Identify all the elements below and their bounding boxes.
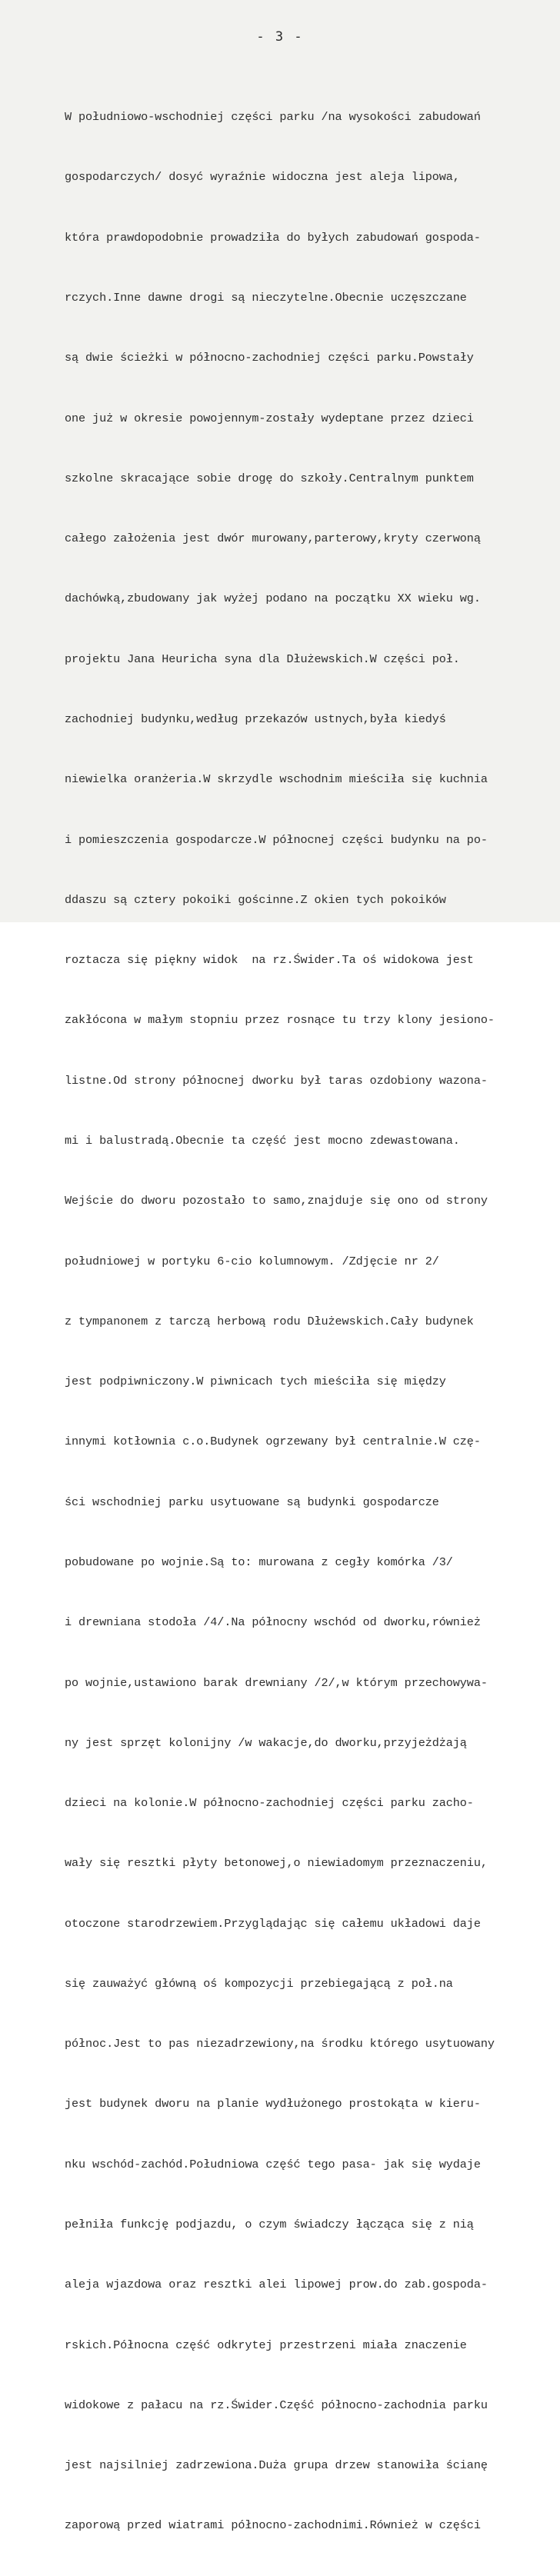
text-line: widokowe z pałacu na rz.Świder.Część północno-zachodnia parku <box>65 2398 488 2412</box>
text-line: się zauważyć główną oś kompozycji przebiegającą z poł.na <box>65 1976 453 1991</box>
text-line: W południowo-wschodniej części parku /na wysokości zabudowań <box>65 110 481 125</box>
text-line: projektu Jana Heuricha syna dla Dłużewskich.W części poł. <box>65 651 460 666</box>
text-line: rskich.Północna część odkrytej przestrzeni miała znaczenie <box>65 2338 467 2352</box>
text-line: ny jest sprzęt kolonijny /w wakacje,do dworku,przyjeżdżają <box>65 1735 467 1750</box>
text-line: niewielka oranżeria.W skrzydle wschodnim mieściła się kuchnia <box>65 772 488 787</box>
text-line: jest najsilniej zadrzewiona.Duża grupa drzew stanowiła ścianę <box>65 2458 488 2473</box>
text-line: nku wschód-zachód.Południowa część tego pasa- jak się wydaje <box>65 2157 481 2171</box>
text-line: roztacza się piękny widok na rz.Świder.Ta oś widokowa jest <box>65 953 474 968</box>
text-line: rczych.Inne dawne drogi są nieczytelne.Obecnie uczęszczane <box>65 291 467 305</box>
text-line: jest podpiwniczony.W piwnicach tych mieściła się między <box>65 1375 446 1389</box>
text-line: listne.Od strony północnej dworku był taras ozdobiony wazona- <box>65 1073 488 1088</box>
text-line: Wejście do dworu pozostało to samo,znajduje się ono od strony <box>65 1194 488 1208</box>
text-line: całego założenia jest dwór murowany,parterowy,kryty czerwoną <box>65 532 481 546</box>
text-line: mi i balustradą.Obecnie ta część jest mocno zdewastowana. <box>65 1133 460 1148</box>
text-line: pełniła funkcję podjazdu, o czym świadczy łącząca się z nią <box>65 2218 474 2232</box>
text-line: zakłócona w małym stopniu przez rosnące tu trzy klony jesiono- <box>65 1013 495 1028</box>
text-line: otoczone starodrzewiem.Przyglądając się całemu układowi daje <box>65 1916 481 1931</box>
text-line: wały się resztki płyty betonowej,o niewiadomym przeznaczeniu, <box>65 1856 488 1871</box>
text-line: ści wschodniej parku usytuowane są budynki gospodarcze <box>65 1495 439 1509</box>
text-line: z tympanonem z tarczą herbową rodu Dłużewskich.Cały budynek <box>65 1314 474 1328</box>
text-line: są dwie ścieżki w północno-zachodniej części parku.Powstały <box>65 351 474 365</box>
text-line: szkolne skracające sobie drogę do szkoły.Centralnym punktem <box>65 471 474 485</box>
text-line: dzieci na kolonie.W północno-zachodniej części parku zacho- <box>65 1796 474 1811</box>
text-line: jest budynek dworu na planie wydłużonego prostokąta w kieru- <box>65 2097 481 2111</box>
text-line: aleja wjazdowa oraz resztki alei lipowej prow.do zab.gospoda- <box>65 2278 488 2292</box>
text-line: pobudowane po wojnie.Są to: murowana z cegły komórka /3/ <box>65 1555 453 1569</box>
text-line: i drewniana stodoła /4/.Na północny wschód od dworku,również <box>65 1615 481 1630</box>
typed-text-body <box>65 67 557 2576</box>
text-line: dachówką,zbudowany jak wyżej podano na początku XX wieku wg. <box>65 592 481 606</box>
text-line: po wojnie,ustawiono barak drewniany /2/,w którym przechowywa- <box>65 1675 488 1690</box>
text-line: gospodarczych/ dosyć wyraźnie widoczna jest aleja lipowa, <box>65 170 460 185</box>
page-number: - 3 - <box>256 29 304 45</box>
text-line: południowej w portyku 6-cio kolumnowym. /Zdjęcie nr 2/ <box>65 1254 439 1268</box>
text-line: innymi kotłownia c.o.Budynek ogrzewany był centralnie.W czę- <box>65 1435 481 1449</box>
text-line: północ.Jest to pas niezadrzewiony,na środku którego usytuowany <box>65 2037 495 2051</box>
text-line: zaporową przed wiatrami północno-zachodnimi.Również w części <box>65 2518 481 2533</box>
text-line: która prawdopodobnie prowadziła do byłych zabudowań gospoda- <box>65 230 481 245</box>
text-line: zachodniej budynku,według przekazów ustnych,była kiedyś <box>65 712 446 726</box>
text-line: ddaszu są cztery pokoiki gościnne.Z okien tych pokoików <box>65 892 446 907</box>
text-line: i pomieszczenia gospodarcze.W północnej części budynku na po- <box>65 832 488 847</box>
text-line: one już w okresie powojennym-zostały wydeptane przez dzieci <box>65 411 474 425</box>
